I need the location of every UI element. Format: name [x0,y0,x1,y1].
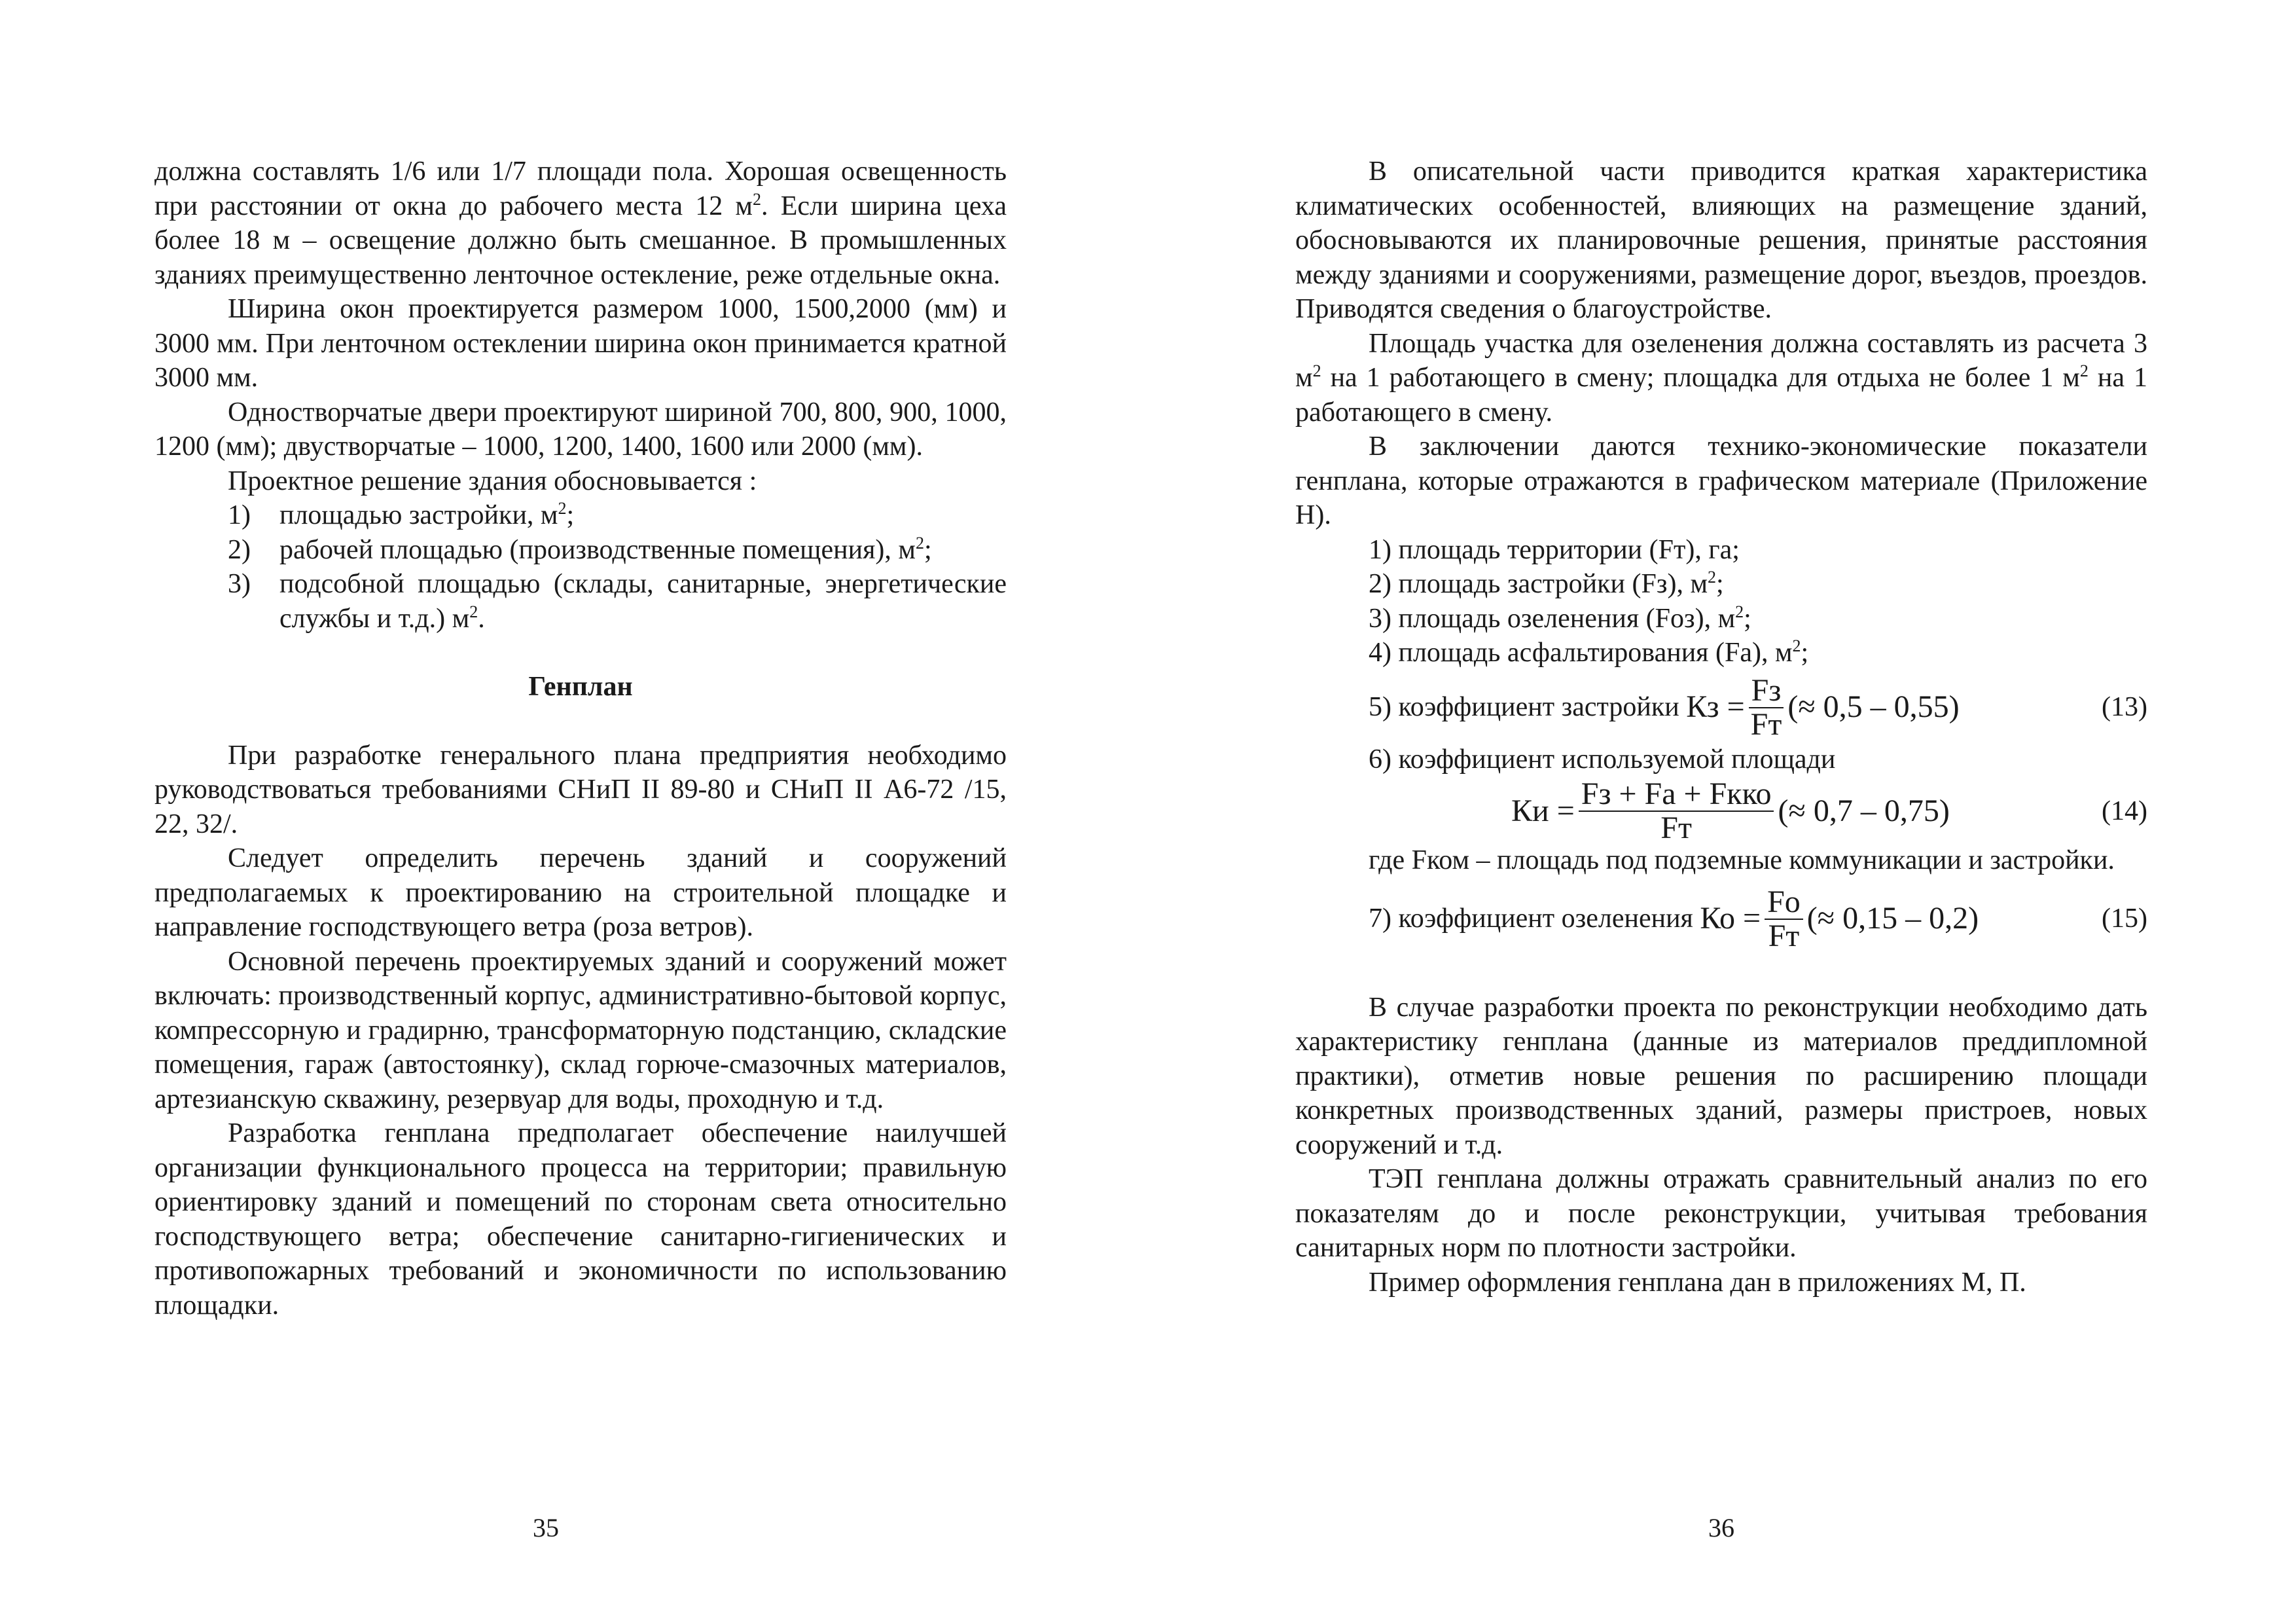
fraction [1579,776,1774,845]
left-paragraph-3: Одностворчатые двери проектируют шириной 700, 800, 900, 1000, 1200 (мм); двустворчатые – 1000, 1200, 1400, 1600 или 2000 (мм). [154,397,1007,462]
section-heading: Генплан [528,672,633,702]
left-text-column [154,155,1007,1322]
text-run: на 1 работающего в смену; площадка для отдыха не более 1 м [1321,363,2080,393]
formula-13 [1369,672,2147,742]
right-paragraph-6: Пример оформления генплана дан в приложениях М, П. [1369,1267,2026,1298]
indicator-item [1369,533,2147,568]
text-run: ; [1744,603,1751,634]
superscript: 2 [469,602,478,621]
left-paragraph-1 [154,155,1007,292]
list-item [154,567,1007,636]
left-paragraph-6: Следует определить перечень зданий и сооружений предполагаемых к проектированию на строительной площадке и направление господствующего ветра (роза ветров). [154,843,1007,942]
formula-lhs: Ко = [1700,901,1761,936]
superscript: 2 [2079,361,2089,380]
left-paragraph-5: При разработке генерального плана предприятия необходимо руководствоваться требованиями СНиП II 89-80 и СНиП II А6-72 /15, 22, 32/. [154,740,1007,839]
list-number: 1) [228,500,251,530]
denominator: Fт [1750,706,1782,742]
right-text-column [1295,155,2147,1300]
formula-lhs: Ки = [1511,793,1575,828]
superscript: 2 [753,189,762,209]
formula-range: (≈ 0,5 – 0,55) [1787,689,1960,725]
right-paragraph-1: В описательной части приводится краткая характеристика климатических особенностей, влияющих на размещение зданий, обосновываются их планировочные решения, принятые расстояния между зданиями и сооружениями, размещение дорог, въездов, проездов. Приводятся сведения о благоустройстве. [1295,156,2147,324]
indicator-item [1369,567,2147,602]
numerator: Fз [1749,676,1784,708]
text-run: ; [1801,638,1809,668]
left-paragraph-2: Ширина окон проектируется размером 1000, 1500,2000 (мм) и 3000 мм. При ленточном остеклении ширина окон принимается кратной 3000 мм. [154,294,1007,393]
page-number: 36 [1708,1513,1734,1542]
text-run: 4) площадь асфальтирования (Fа), м [1369,638,1793,668]
page-number: 35 [533,1513,559,1542]
list-item [154,498,1007,533]
formula-lhs: Кз = [1686,689,1745,725]
text-run: рабочей площадью (производственные помещения), м [279,534,916,565]
denominator: Fт [1768,918,1800,953]
fraction [1765,884,1803,953]
formula-14-note: где Fком – площадь под подземные коммуникации и застройки. [1369,845,2115,875]
text-run: 2) площадь застройки (Fз), м [1369,569,1708,599]
right-paragraph-4: В случае разработки проекта по реконструкции необходимо дать характеристику генплана (данные из материалов преддипломной практики), отметив новые решения по расширению площади конкретных производственных зданий, размеры пристроев, новых сооружений и т.д. [1295,992,2147,1160]
formula-label: 7) коэффициент озеленения [1369,903,1693,934]
text-run: ; [566,500,575,530]
right-paragraph-2 [1295,327,2147,430]
text-run: ; [1716,569,1724,599]
text-run: подсобной площадью (склады, санитарные, энергетические службы и т.д.) м [279,569,1007,634]
fraction [1749,672,1784,742]
left-paragraph-8: Разработка генплана предполагает обеспечение наилучшей организации функционального процесса на территории; правильную ориентировку зданий и помещений по сторонам света относительно господствующего ветра; обеспечение санитарно-гигиенических и противопожарных требований и экономичности по использованию площадки. [154,1118,1007,1321]
numerator: Fз + Fа + Fкко [1579,779,1774,812]
formula-range: (≈ 0,15 – 0,2) [1806,901,1979,936]
numerator: Fо [1765,887,1803,920]
superscript: 2 [1792,636,1801,655]
formula-range: (≈ 0,7 – 0,75) [1778,793,1950,828]
text-run: . Если ширина цеха более 18 м – освещение должно быть смешанное. В промышленных зданиях преимущественно ленточное остекление, реже отдельные окна. [154,191,1007,290]
formula-14 [1295,776,2147,845]
right-paragraph-3: В заключении даются технико-экономические показатели генплана, которые отражаются в графическом материале (Приложение Н). [1295,431,2147,530]
denominator: Fт [1660,811,1692,845]
list-number: 2) [228,534,251,565]
formula-15 [1369,884,2147,953]
formula-label: 5) коэффициент застройки [1369,692,1679,723]
equation-number: (14) [2102,795,2147,826]
superscript: 2 [1312,361,1321,380]
equation-number: (15) [2102,903,2147,934]
text-run: 3) площадь озеленения (Fоз), м [1369,603,1736,634]
list-text [279,567,1007,636]
indicator-item [1369,636,2147,670]
superscript: 2 [558,499,567,518]
text-run: должна составлять 1/6 или 1/7 площади пола. Хорошая освещенность при расстоянии от окна до рабочего места 12 м [154,156,1007,221]
right-paragraph-5: ТЭП генплана должны отражать сравнительный анализ по его показателям до и после реконструкции, учитывая требования санитарных норм по плотности застройки. [1295,1164,2147,1263]
text-run: . [478,603,485,634]
right-page [1148,0,2296,1623]
text-run: Площадь участка для озеленения должна составлять из расчета 3 м [1295,328,2147,393]
superscript: 2 [1735,602,1744,621]
numbered-list [154,498,1007,636]
text-run: площадью застройки, м [279,500,558,530]
indicator-item [1369,602,2147,636]
formula-14-label: 6) коэффициент используемой площади [1369,744,1836,775]
text-run: 1) площадь территории (Fт), га; [1369,534,1740,565]
text-run: на 1 работающего в смену. [1295,363,2147,428]
list-number: 3) [228,569,251,599]
text-run: ; [924,534,932,565]
list-text [279,498,1007,533]
superscript: 2 [915,533,924,553]
list-text [279,533,1007,568]
list-item [154,533,1007,568]
left-paragraph-7: Основной перечень проектируемых зданий и сооружений может включать: производственный корпус, административно-бытовой корпус, компрессорную и градирню, трансформаторную подстанцию, складские помещения, гараж (автостоянку), склад горюче-смазочных материалов, артезианскую скважину, резервуар для воды, проходную и т.д. [154,946,1007,1114]
left-paragraph-4: Проектное решение здания обосновывается : [228,465,757,496]
equation-number: (13) [2102,692,2147,723]
indicator-list [1369,533,2147,670]
superscript: 2 [1708,568,1717,587]
